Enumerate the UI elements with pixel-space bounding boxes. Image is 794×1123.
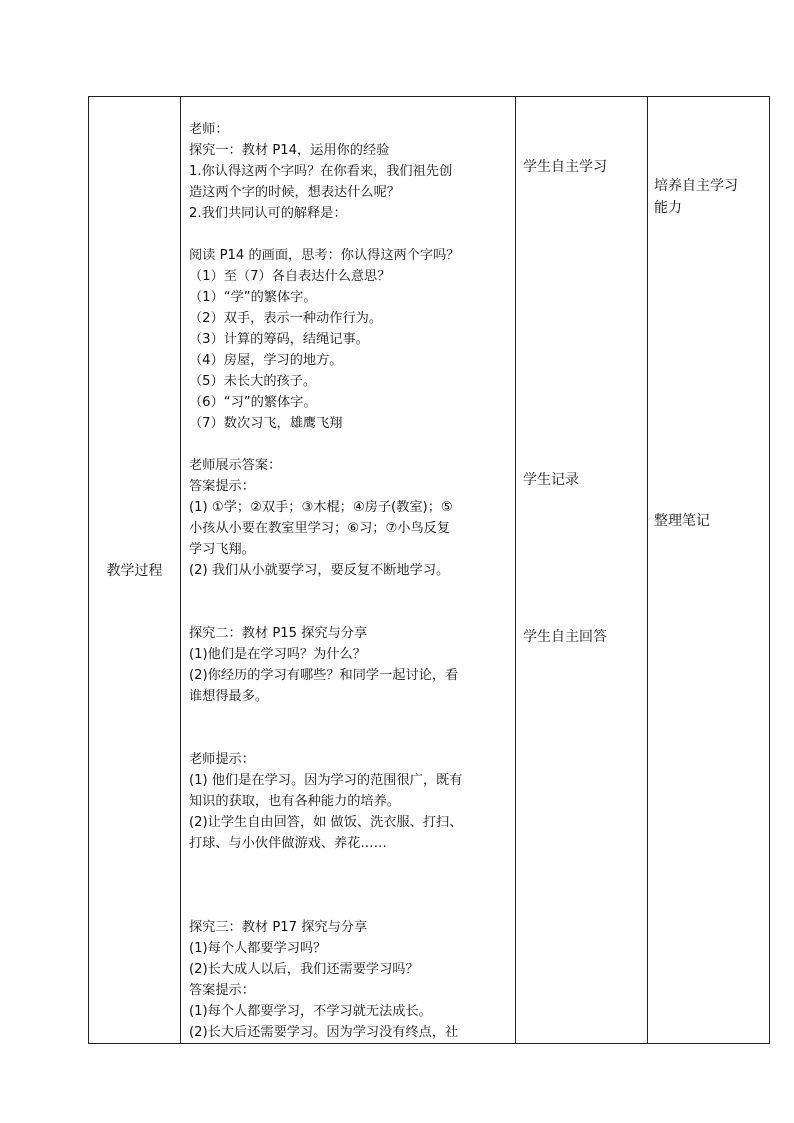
content-line: 学习飞翔。 (189, 542, 255, 557)
content-line: (2)你经历的学习有哪些？和同学一起讨论，看 (189, 668, 459, 683)
content-line: (1)每个人都要学习，不学习就无法成长。 (189, 1004, 432, 1019)
content-line: (1) ①学；②双手；③木棍；④房子(教室)；⑤ (189, 500, 453, 515)
content-line: （7）数次习飞，雄鹰飞翔 (189, 416, 343, 431)
content-line: （1）“学”的繁体字。 (189, 290, 317, 305)
content-line: 阅读 P14 的画面，思考：你认得这两个字吗？ (189, 248, 460, 263)
content-line: 1.你认得这两个字吗？在你看来，我们祖先创 (189, 164, 453, 179)
content-line: 2.我们共同认可的解释是： (189, 206, 347, 221)
blank-line (189, 854, 509, 917)
blank-line (189, 581, 509, 623)
content-line: (1)他们是在学习吗？为什么？ (189, 647, 366, 662)
content-line: （2）双手，表示一种动作行为。 (189, 311, 383, 326)
content-line: (1)每个人都要学习吗？ (189, 941, 327, 956)
content-line: 老师展示答案： (189, 458, 282, 473)
blank-line (189, 707, 509, 749)
content-line: (2)长大后还需要学习。因为学习没有终点，社 (189, 1025, 459, 1040)
purpose-line: 整理笔记 (654, 513, 710, 529)
activity-record: 学生记录 (523, 472, 579, 488)
content-line: 造这两个字的时候，想表达什么呢？ (189, 185, 400, 200)
purpose-line: 培养自主学习 (654, 178, 738, 194)
content-line: 探究一：教材 P14，运用你的经验 (189, 143, 390, 158)
design-purpose-cell (648, 97, 770, 1044)
content-line: 打球、与小伙伴做游戏、养花…… (189, 836, 387, 851)
activity-self-answer: 学生自主回答 (523, 629, 607, 645)
teaching-process-row (89, 97, 770, 1044)
content-line: 答案提示： (189, 983, 255, 998)
student-activity-cell (516, 97, 648, 1044)
content-line: 老师： (189, 122, 229, 137)
content-line: (2) 我们从小就要学习，要反复不断地学习。 (189, 563, 450, 578)
purpose-line: 能力 (654, 200, 682, 216)
content-line: 小孩从小要在教室里学习；⑥习；⑦小鸟反复 (189, 521, 451, 536)
content-line: (2)让学生自由回答，如 做饭、洗衣服、打扫、 (189, 815, 463, 830)
blank-line (189, 224, 509, 245)
content-line: (2)长大成人以后，我们还需要学习吗？ (189, 962, 419, 977)
stage-label: 教学过程 (106, 563, 163, 579)
content-line: 答案提示： (189, 479, 255, 494)
content-line: （5）未长大的孩子。 (189, 374, 317, 389)
lesson-plan-table (88, 96, 770, 1044)
content-line: 谁想得最多。 (189, 689, 269, 704)
content-line: （6）“习”的繁体字。 (189, 395, 317, 410)
content-line: （4）房屋，学习的地方。 (189, 353, 343, 368)
content-line: (1) 他们是在学习。因为学习的范围很广，既有 (189, 773, 463, 788)
teacher-content-cell (181, 97, 516, 1044)
content-line: 探究二：教材 P15 探究与分享 (189, 626, 368, 641)
content-line: （3）计算的筹码，结绳记事。 (189, 332, 369, 347)
content-line: 知识的获取，也有各种能力的培养。 (189, 794, 400, 809)
content-line: （1）至（7）各自表达什么意思？ (189, 269, 391, 284)
content-line: 老师提示： (189, 752, 255, 767)
activity-self-study: 学生自主学习 (523, 159, 607, 175)
blank-line (189, 434, 509, 455)
content-line: 探究三：教材 P17 探究与分享 (189, 920, 368, 935)
stage-cell (89, 97, 181, 1044)
